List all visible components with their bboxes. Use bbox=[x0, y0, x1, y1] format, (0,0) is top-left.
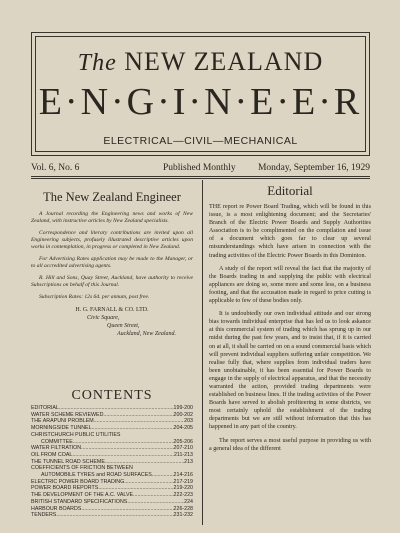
contents-entry-title: EDITORIAL bbox=[31, 405, 59, 411]
journal-heading: The New Zealand Engineer bbox=[43, 190, 181, 204]
contents-entry bbox=[31, 492, 193, 499]
journal-paragraph: Subscription Rates: 12s 6d. per annum, post free. bbox=[39, 294, 150, 300]
editorial-paragraph: It is undoubtedly our own individual attitude and our strong bias towards individual enterprise that has led us to look askance at this commercial system of trading which has sprung up in our midst during the past few years, and to insist that, if it is carried on at all, it shall be carried on on a sound commercial basis which will prevent individual suppliers suffering unfair competition. We realise fully that, where supplies from individual traders have been unobtainable, it has been essential for Power Boards to engage in the supply of electrical apparatus, and that the necessity warranted the action, provided trading departments were established on business lines. If the trading activities of the Power Boards have served to abolish profiteering in some districts, we most certainly uphold the establishment of the trading departments but we are still without information that this has happened in any part of the country. bbox=[209, 311, 371, 431]
issue-rule-top bbox=[31, 176, 370, 177]
contents-entry-leader bbox=[98, 485, 173, 492]
contents-entry-title: TENDERS bbox=[31, 512, 57, 519]
issue-volume: Vol. 6, No. 6 bbox=[31, 163, 80, 173]
contents-entry-leader bbox=[72, 452, 174, 459]
contents-entry-leader bbox=[103, 412, 173, 419]
contents-entry bbox=[31, 499, 193, 506]
contents-entry-pages: 199-200 bbox=[173, 405, 193, 411]
contents-entry-pages: 205-206 bbox=[173, 438, 193, 445]
contents-entry-pages: 217-219 bbox=[173, 478, 193, 485]
contents-entry-pages: 219-220 bbox=[173, 485, 193, 492]
contents-title: CONTENTS bbox=[71, 388, 153, 403]
journal-paragraph: Correspondence and literary contributions are invited upon all Engineering subjects, profusely illustrated descriptive articles upon works in contemplation, in progress or completed in New Zealand. bbox=[31, 230, 193, 250]
editorial-paragraph: A study of the report will reveal the fact that the majority of the Boards trading in and supplying the public with electrical appliances are doing so, some more and some less, on a business footing, and that the accusation made in regard to price cutting is applicable to few of these bodies only. bbox=[209, 265, 371, 305]
editorial-title: Editorial bbox=[267, 183, 313, 198]
contents-entry-title: HARBOUR BOARDS bbox=[31, 505, 82, 512]
contents-entry bbox=[31, 459, 193, 466]
contents-entry-title: COMMITTEE bbox=[41, 438, 73, 445]
editorial-paragraph: The report serves a most useful purpose in providing us with a general idea of the different bbox=[209, 437, 371, 452]
masthead-new-zealand: NEW ZEALAND bbox=[124, 47, 324, 76]
contents-entry bbox=[31, 432, 193, 439]
contents-entry-pages: 222-223 bbox=[173, 492, 193, 499]
contents-entry-title: CHRISTCHURCH PUBLIC UTILITIES bbox=[31, 431, 121, 438]
publisher-name: H. G. FARNALL & CO. LTD. bbox=[75, 307, 149, 313]
contents-list bbox=[31, 405, 193, 519]
publisher-address-line: Civic Square, bbox=[87, 315, 120, 321]
contents-entry-title: BRITISH STANDARD SPECIFICATIONS bbox=[31, 498, 128, 505]
column-divider bbox=[202, 180, 203, 525]
contents-entry bbox=[31, 506, 193, 513]
contents-entry-leader bbox=[56, 512, 173, 519]
masthead-engineer: E·N·G·I·N·E·E·R bbox=[38, 81, 363, 123]
contents-entry-leader bbox=[81, 506, 173, 513]
contents-entry bbox=[31, 412, 193, 419]
contents-entry-title: MORNINGSIDE TUNNEL bbox=[31, 425, 92, 432]
journal-paragraph: For Advertising Rates application may be made to the Manager, or to all accredited advertising agents. bbox=[31, 256, 193, 269]
journal-paragraph: A Journal recording the Engineering news and works of New Zealand, with instructive articles by New Zealand specialists. bbox=[31, 211, 193, 224]
contents-entry bbox=[31, 439, 193, 446]
contents-entry bbox=[31, 472, 193, 479]
contents-entry-pages: 204-205 bbox=[173, 425, 193, 432]
contents-entry bbox=[31, 425, 193, 432]
contents-entry-leader bbox=[81, 445, 173, 452]
masthead-title bbox=[36, 47, 365, 77]
contents-entry-leader bbox=[73, 439, 174, 446]
issue-frequency: Published Monthly bbox=[163, 163, 236, 173]
editorial-paragraph: THE report re Power Board Trading, which will be found in this issue, is a most enlightening document; and the Secretaries' Branch of the Electric Power Boards and Supply Authorities Association is to be complimented on the compilation and issue of a document which goes far to clear up several misunderstandings which have arisen in connection with the trading activities of the Electric Power Boards in this Dominion. bbox=[209, 204, 371, 259]
contents-entry bbox=[31, 485, 193, 492]
contents-entry-leader bbox=[92, 425, 174, 432]
contents-entry-title: THE DEVELOPMENT OF THE A.C. VALVE bbox=[31, 492, 134, 499]
contents-entry bbox=[31, 445, 193, 452]
contents-entry-title: THE TUNNEL ROAD SCHEME bbox=[31, 458, 105, 465]
masthead-the: The bbox=[77, 50, 117, 76]
contents-entry-pages: 224 bbox=[184, 498, 193, 505]
contents-entry-title: ELECTRIC POWER BOARD TRADING bbox=[31, 478, 125, 485]
contents-entry-title: THE ARAPUNI PROBLEM bbox=[31, 418, 94, 425]
masthead bbox=[31, 32, 370, 156]
contents-entry-title: WATER SCHEME REVIEWED bbox=[31, 411, 104, 418]
journal-info bbox=[31, 186, 193, 338]
issue-bar bbox=[31, 163, 370, 177]
contents-entry-leader bbox=[105, 459, 184, 466]
contents-entry-title: POWER BOARD REPORTS bbox=[31, 485, 99, 492]
contents-entry bbox=[31, 452, 193, 459]
contents-entry-title: WATER FILTRATION bbox=[31, 445, 82, 452]
contents-entry-leader bbox=[59, 405, 174, 412]
contents-entry-title: OIL FROM COAL bbox=[31, 451, 73, 458]
contents-entry-leader bbox=[152, 472, 174, 479]
contents-entry-pages: 207-210 bbox=[173, 445, 193, 452]
contents-entry-title: AUTOMOBILE TYRES and ROAD SURFACES bbox=[41, 472, 152, 479]
contents-entry-pages: 213 bbox=[184, 458, 193, 465]
contents-entry bbox=[31, 465, 193, 472]
contents-entry-pages: 203 bbox=[184, 418, 193, 425]
contents-entry-pages: 200-202 bbox=[173, 411, 193, 418]
editorial-column bbox=[209, 183, 371, 458]
journal-paragraph: R. Hill and Sons, Quay Street, Auckland, have authority to receive Subscriptions on behalf of this Journal. bbox=[31, 275, 193, 288]
contents-entry-pages: 226-228 bbox=[173, 505, 193, 512]
contents-entry-leader bbox=[127, 499, 184, 506]
publisher-address-line: Queen Street, bbox=[107, 323, 140, 329]
contents-entry bbox=[31, 512, 193, 519]
masthead-inner-frame bbox=[35, 36, 366, 152]
contents-entry-pages: 211-213 bbox=[173, 451, 193, 458]
contents-entry-title: COEFFICIENTS OF FRICTION BETWEEN bbox=[31, 465, 133, 472]
contents-entry bbox=[31, 479, 193, 486]
contents-entry-leader bbox=[94, 418, 184, 425]
issue-date: Monday, September 16, 1929 bbox=[257, 163, 370, 173]
masthead-subtitle: ELECTRICAL—CIVIL—MECHANICAL bbox=[103, 135, 298, 147]
contents-entry-pages: 214-216 bbox=[173, 472, 193, 479]
contents-entry-leader bbox=[133, 492, 174, 499]
publisher-address-line: Auckland, New Zealand. bbox=[117, 331, 176, 337]
issue-rule-bottom bbox=[31, 178, 370, 179]
contents-entry bbox=[31, 405, 193, 412]
contents-entry-leader bbox=[124, 479, 173, 486]
contents-entry-pages: 231-232 bbox=[173, 512, 193, 519]
contents-entry bbox=[31, 418, 193, 425]
